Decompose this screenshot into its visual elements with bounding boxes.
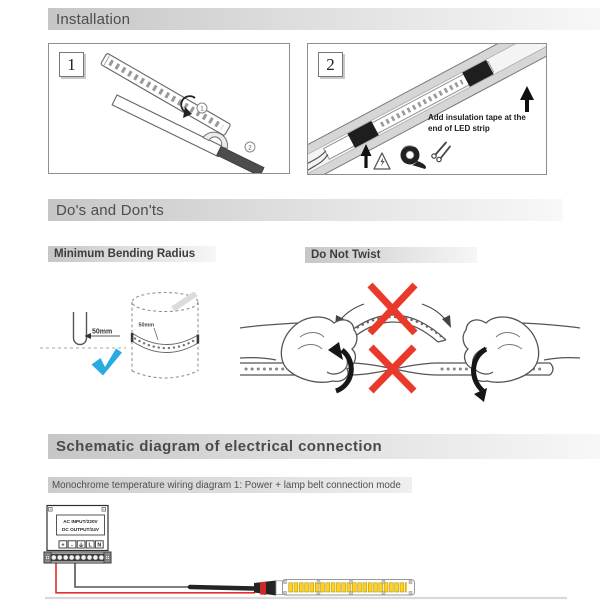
power-supply-unit — [44, 506, 111, 564]
step-1-illustration — [49, 44, 289, 173]
red-x-twist — [371, 347, 414, 391]
u-bend-shape — [74, 312, 87, 345]
psu-terminals — [59, 541, 103, 549]
pointer-arrow-icon — [520, 86, 534, 112]
svg-text:L: L — [88, 542, 92, 549]
wiring-caption: Monochrome temperature wiring diagram 1: Power + lamp belt connection mode — [48, 477, 412, 493]
wiring-diagram — [40, 502, 570, 600]
step-1-panel — [48, 43, 290, 174]
dos-donts-title: Do's and Don'ts — [56, 201, 164, 219]
note-line-2: end of LED strip — [428, 124, 490, 133]
channel-art — [308, 44, 546, 174]
note-line-1: Add insulation tape at the — [428, 113, 526, 122]
led-strip — [283, 580, 415, 596]
step-2-panel — [307, 43, 547, 175]
step-1-number: 1 — [59, 52, 84, 77]
installation-title: Installation — [56, 10, 131, 28]
marker-1-circle — [197, 103, 207, 113]
svg-text:N: N — [97, 542, 102, 549]
check-icon — [92, 349, 123, 376]
terminal-strip — [44, 552, 111, 563]
step-2-number: 2 — [318, 52, 343, 77]
cylinder-radius-label: 50mm — [138, 322, 155, 329]
section-header-schematic: Schematic diagram of electrical connection — [48, 434, 600, 459]
scissors-icon — [432, 143, 450, 162]
do-not-twist-label: Do Not Twist — [305, 247, 477, 263]
radius-label: 50mm — [92, 328, 113, 336]
psu-output-label: DC OUTPUT/24V — [62, 526, 99, 532]
wire-bundle — [190, 587, 256, 589]
svg-text:2: 2 — [248, 144, 252, 152]
min-bend-label: Minimum Bending Radius — [48, 246, 216, 262]
section-header-installation — [48, 8, 600, 30]
backing-tape-art — [112, 86, 269, 173]
psu-input-label: AC INPUT/220V — [63, 518, 98, 524]
do-not-twist-diagram — [240, 278, 600, 430]
red-x-arch — [370, 285, 415, 333]
tape-roll-icon — [401, 146, 427, 170]
bending-radius-diagram — [38, 292, 233, 404]
cylinder-art — [131, 293, 199, 379]
wire-black — [75, 564, 190, 588]
section-header-dos-donts — [48, 199, 563, 221]
warning-triangle-icon — [374, 153, 390, 169]
radius-arrow-head — [85, 333, 92, 339]
svg-text:+: + — [61, 542, 65, 549]
marker-2-circle — [245, 142, 255, 152]
svg-text:-: - — [71, 542, 73, 549]
strip-connector — [254, 581, 283, 596]
svg-text:1: 1 — [200, 105, 204, 113]
step-2-illustration — [308, 44, 546, 174]
